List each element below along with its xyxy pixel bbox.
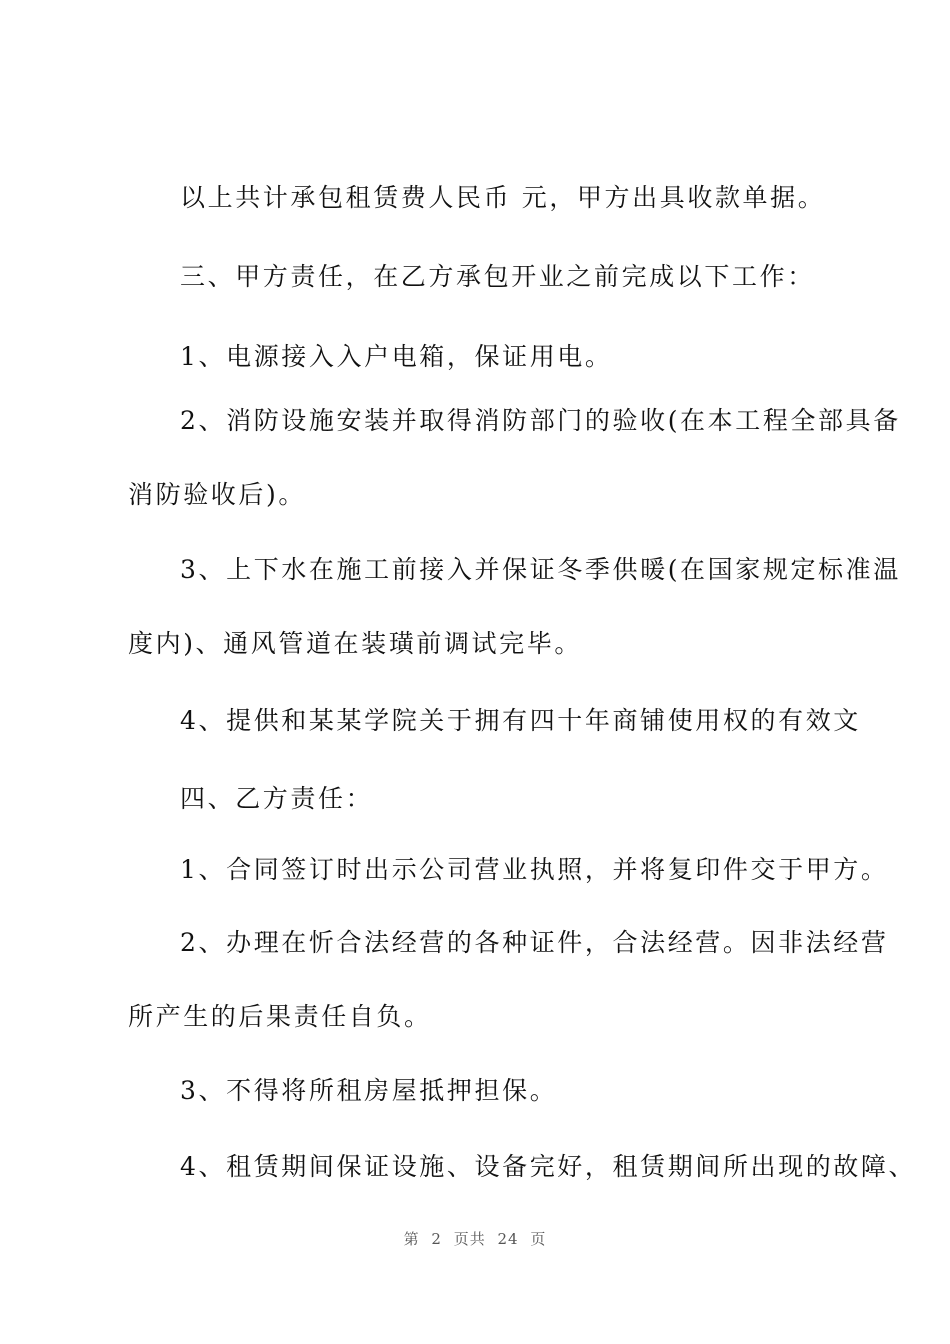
list-item-a3: 3、上下水在施工前接入并保证冬季供暖(在国家规定标准温 (180, 555, 901, 584)
list-item-a2-continued: 消防验收后)。 (128, 480, 306, 509)
list-item-a2: 2、消防设施安装并取得消防部门的验收(在本工程全部具备 (180, 406, 901, 435)
list-item-b4: 4、租赁期间保证设施、设备完好，租赁期间所出现的故障、 (180, 1152, 917, 1181)
list-item-a4: 4、提供和某某学院关于拥有四十年商铺使用权的有效文 (180, 706, 861, 735)
footer-total-pages: 24 (497, 1230, 519, 1248)
list-item-a1: 1、电源接入入户电箱，保证用电。 (180, 342, 613, 371)
list-item-b1: 1、合同签订时出示公司营业执照，并将复印件交于甲方。 (180, 855, 889, 884)
footer-prefix: 第 (403, 1230, 420, 1248)
list-item-a3-continued: 度内)、通风管道在装璜前调试完毕。 (128, 629, 582, 658)
list-item-b2-continued: 所产生的后果责任自负。 (128, 1002, 432, 1031)
list-item-b2: 2、办理在忻合法经营的各种证件，合法经营。因非法经营 (180, 928, 889, 957)
footer-middle: 页共 (453, 1230, 486, 1248)
paragraph-line-1: 以上共计承包租赁费人民币 元，甲方出具收款单据。 (180, 183, 826, 212)
section-heading-party-a: 三、甲方责任，在乙方承包开业之前完成以下工作： (180, 262, 815, 291)
footer-suffix: 页 (530, 1230, 547, 1248)
page-footer (0, 1228, 950, 1249)
footer-page-number: 2 (431, 1230, 442, 1248)
list-item-b3: 3、不得将所租房屋抵押担保。 (180, 1076, 558, 1105)
section-heading-party-b: 四、乙方责任： (180, 784, 374, 813)
